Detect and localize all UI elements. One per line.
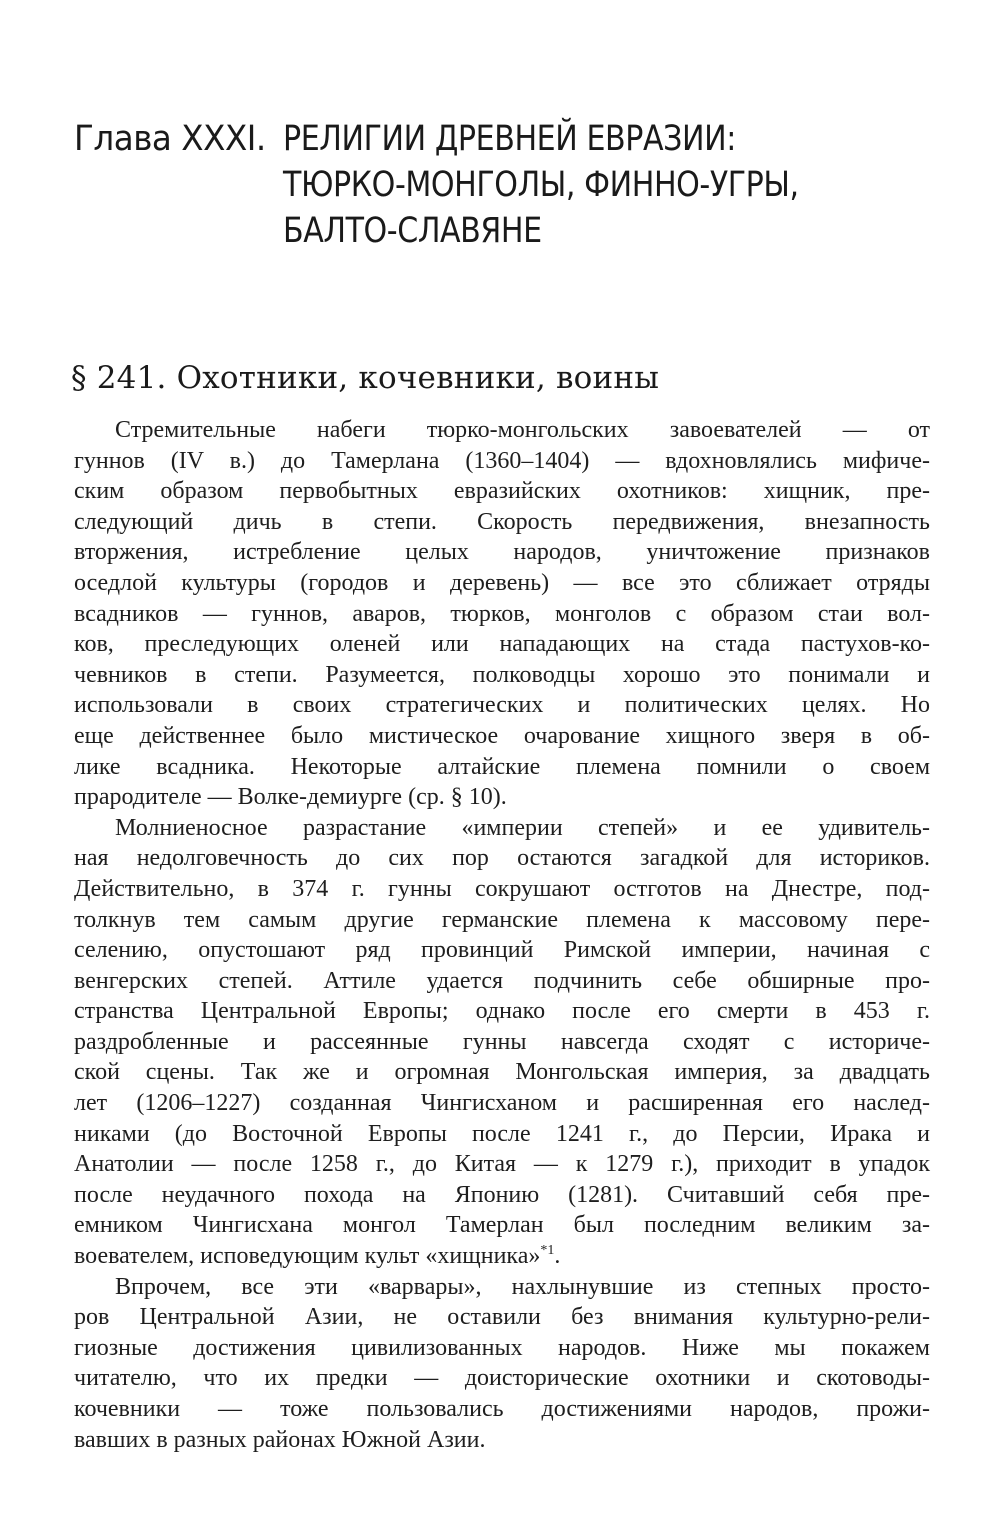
- text-line: лике всадника. Некоторые алтайские племена помнили о своем: [74, 753, 930, 780]
- paragraph: [74, 415, 930, 813]
- text-line: толкнув тем самым другие германские племена к массовому пере-: [74, 906, 930, 933]
- text-line: еще действеннее было мистическое очарование хищного зверя в об-: [74, 722, 930, 749]
- text-line: гуннов (IV в.) до Тамерлана (1360–1404) — вдохновлялись мифиче-: [74, 447, 930, 474]
- footnote-marker[interactable]: *1: [540, 1243, 555, 1259]
- text-line: венгерских степей. Аттиле удается подчинить себе обширные про-: [74, 967, 930, 994]
- text-line: использовали в своих стратегических и политических целях. Но: [74, 692, 930, 719]
- text-line-content: воевателем, исповедующим культ «хищника»: [74, 1243, 541, 1270]
- chapter-title-line: БАЛТО-СЛАВЯНЕ: [283, 211, 542, 251]
- chapter-title-line: ТЮРКО-МОНГОЛЫ, ФИННО-УГРЫ,: [283, 165, 799, 205]
- text-line: читателю, что их предки — доисторические охотники и скотоводы-: [74, 1365, 930, 1392]
- chapter-heading: [74, 116, 934, 254]
- section-heading: § 241. Охотники, кочевники, воины: [71, 360, 660, 396]
- text-line: Молниеносное разрастание «империи степей» и ее удивитель-: [115, 814, 930, 841]
- text-line: после неудачного похода на Японию (1281). Считавший себя пре-: [74, 1181, 930, 1208]
- text-line: кочевники — тоже пользовались достижениями народов, прожи-: [74, 1396, 930, 1422]
- text-line: ная недолговечность до сих пор остаются загадкой для историков.: [74, 845, 930, 872]
- text-line: прародителе — Волке-демиурге (ср. § 10).: [74, 784, 507, 811]
- text-line: странства Центральной Европы; однако после его смерти в 453 г.: [74, 998, 930, 1025]
- chapter-title-line: РЕЛИГИИ ДРЕВНЕЙ ЕВРАЗИИ:: [283, 119, 736, 159]
- text-line: вторжения, истребление целых народов, уничтожение признаков: [74, 539, 930, 566]
- text-line: ским образом первобытных евразийских охотников: хищник, пре-: [74, 478, 930, 505]
- text-line: следующий дичь в степи. Скорость передвижения, внезапность: [74, 508, 930, 535]
- text-line: раздробленные и рассеянные гунны навсегда сходят с историче-: [74, 1028, 930, 1055]
- text-line-with-footnote: [74, 1241, 930, 1272]
- text-line: всадников — гуннов, аваров, тюрков, монголов с образом стаи вол-: [74, 600, 930, 627]
- text-line: селению, опустошают ряд провинций Римской империи, начиная с: [74, 937, 930, 964]
- text-line: гиозные достижения цивилизованных народов. Ниже мы покажем: [74, 1334, 930, 1361]
- text-line: ров Центральной Азии, не оставили без внимания культурно-рели-: [74, 1304, 930, 1331]
- line-end-punct: .: [554, 1243, 561, 1270]
- paragraph: [74, 1272, 930, 1456]
- text-line: лет (1206–1227) созданная Чингисханом и расширенная его наслед-: [74, 1090, 930, 1117]
- body-text: [74, 415, 930, 1455]
- text-line: оседлой культуры (городов и деревень) — все это сближает отряды: [74, 569, 930, 596]
- text-line: ской сцены. Так же и огромная Монгольская империя, за двадцать: [74, 1059, 930, 1086]
- text-line: вавших в разных районах Южной Азии.: [74, 1426, 486, 1453]
- text-line: Действительно, в 374 г. гунны сокрушают остготов на Днестре, под-: [74, 875, 930, 902]
- chapter-number: Глава XXXI.: [74, 119, 266, 159]
- text-line: емником Чингисхана монгол Тамерлан был последним великим за-: [74, 1212, 930, 1239]
- text-line: чевников в степи. Разумеется, полководцы хорошо это понимали и: [74, 661, 930, 688]
- text-line: Анатолии — после 1258 г., до Китая — к 1279 г.), приходит в упадок: [74, 1151, 930, 1178]
- text-line: ков, преследующих оленей или нападающих на стада пастухов-ко-: [74, 631, 930, 658]
- paragraph: [74, 813, 930, 1272]
- text-line: Впрочем, все эти «варвары», нахлынувшие из степных просто-: [115, 1273, 930, 1300]
- text-line: Стремительные набеги тюрко-монгольских завоевателей — от: [115, 417, 930, 443]
- text-line: никами (до Восточной Европы после 1241 г., до Персии, Ирака и: [74, 1120, 930, 1147]
